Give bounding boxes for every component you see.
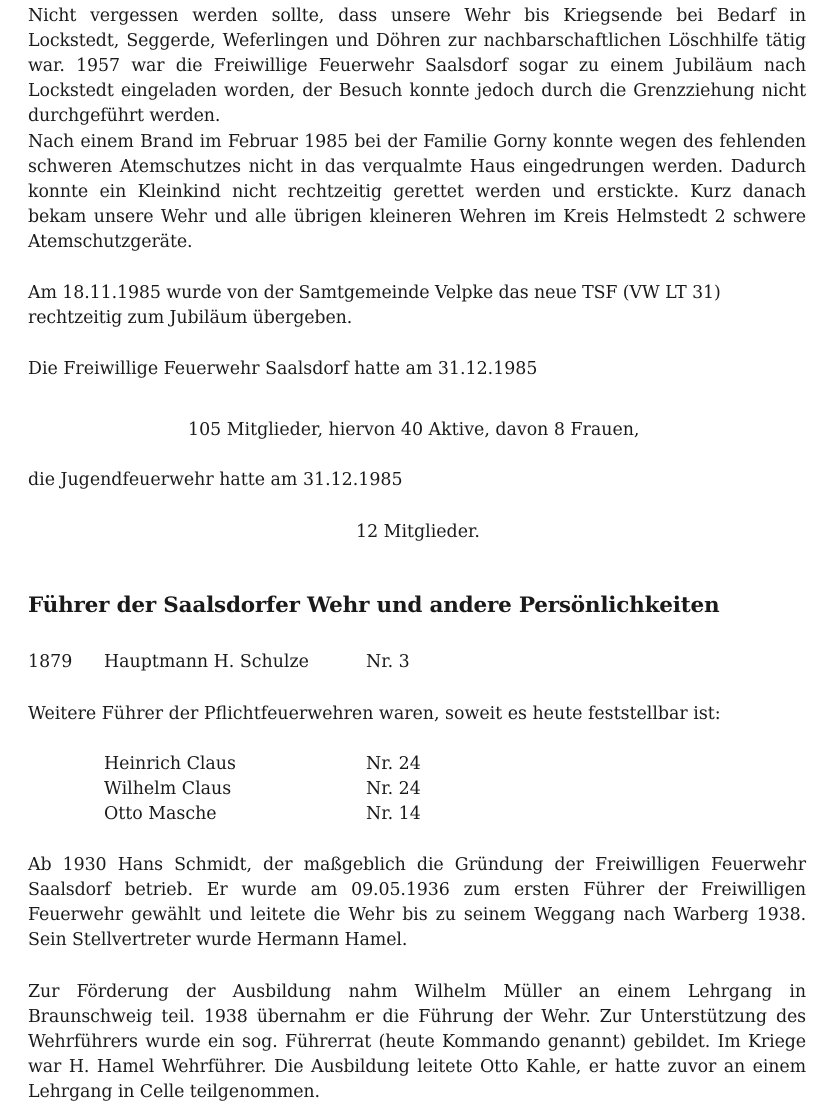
- line-stand-jugendfeuerwehr: die Jugendfeuerwehr hatte am 31.12.1985: [28, 470, 403, 490]
- leader-name: Heinrich Claus: [104, 754, 236, 774]
- paragraph-hans-schmidt: Ab 1930 Hans Schmidt, der maßgeblich die Gründung der Freiwilligen Feuerwehr Saalsdorf betrieb. Er wurde am 09.05.1936 zum ersten Führer der Freiwilligen Feuerwehr gewählt und leitete die Wehr bis zu seinem Weggang nach Warberg 1938. Sein Stellvertreter wurde Hermann Hamel.: [28, 855, 806, 950]
- first-leader-row: [28, 650, 728, 675]
- leader-name: Wilhelm Claus: [104, 779, 232, 799]
- line-mitglieder-feuerwehr: 105 Mitglieder, hiervon 40 Aktive, davon 8 Frauen,: [188, 420, 640, 440]
- paragraph-loeschhilfe: Nicht vergessen werden sollte, dass unsere Wehr bis Kriegsende bei Bedarf in Lockstedt, Seggerde, Weferlingen und Döhren zur nachbarschaftlichen Löschhilfe tätig war. 1957 war die Freiwillige Feuerwehr Saalsdorf sogar zu einem Jubiläum nach Lockstedt eingeladen worden, der Besuch konnte jedoch durch die Grenzziehung nicht durchgeführt werden.: [28, 6, 806, 126]
- leader-name: Otto Masche: [104, 804, 217, 824]
- paragraph-wilhelm-mueller: Zur Förderung der Ausbildung nahm Wilhelm Müller an einem Lehrgang in Braunschweig teil. 1938 übernahm er die Führung der Wehr. Zur Unterstützung des Wehrführers wurde ein sog. Führerrat (heute Kommando genannt) gebildet. Im Kriege war H. Hamel Wehrführer. Die Ausbildung leitete Otto Kahle, er hatte zuvor an einem Lehrgang in Celle teilgenommen.: [28, 982, 806, 1102]
- first-leader-name: Hauptmann H. Schulze: [104, 652, 309, 672]
- paragraph-tsf-uebergabe: Am 18.11.1985 wurde von der Samtgemeinde Velpke das neue TSF (VW LT 31) rechtzeitig zum Jubiläum übergeben.: [28, 283, 721, 328]
- section-heading-fuehrer: Führer der Saalsdorfer Wehr und andere Persönlichkeiten: [28, 593, 720, 618]
- leader-row: [104, 777, 524, 802]
- leader-nr: Nr. 24: [366, 754, 421, 774]
- leader-nr: Nr. 24: [366, 779, 421, 799]
- leader-row: [104, 752, 524, 777]
- line-mitglieder-jugendfeuerwehr: 12 Mitglieder.: [356, 522, 480, 542]
- leader-nr: Nr. 14: [366, 804, 421, 824]
- line-weitere-fuehrer: Weitere Führer der Pflichtfeuerwehren waren, soweit es heute feststellbar ist:: [28, 704, 721, 724]
- first-leader-nr: Nr. 3: [366, 652, 410, 672]
- first-leader-year: 1879: [28, 652, 73, 672]
- leader-row: [104, 802, 524, 827]
- paragraph-brand-1985: Nach einem Brand im Februar 1985 bei der Familie Gorny konnte wegen des fehlenden schweren Atemschutzes nicht in das verqualmte Haus eingedrungen werden. Dadurch konnte ein Kleinkind nicht rechtzeitig gerettet werden und erstickte. Kurz danach bekam unsere Wehr und alle übrigen kleineren Wehren im Kreis Helmstedt 2 schwere Atemschutzgeräte.: [28, 132, 806, 252]
- line-stand-feuerwehr: Die Freiwillige Feuerwehr Saalsdorf hatte am 31.12.1985: [28, 359, 538, 379]
